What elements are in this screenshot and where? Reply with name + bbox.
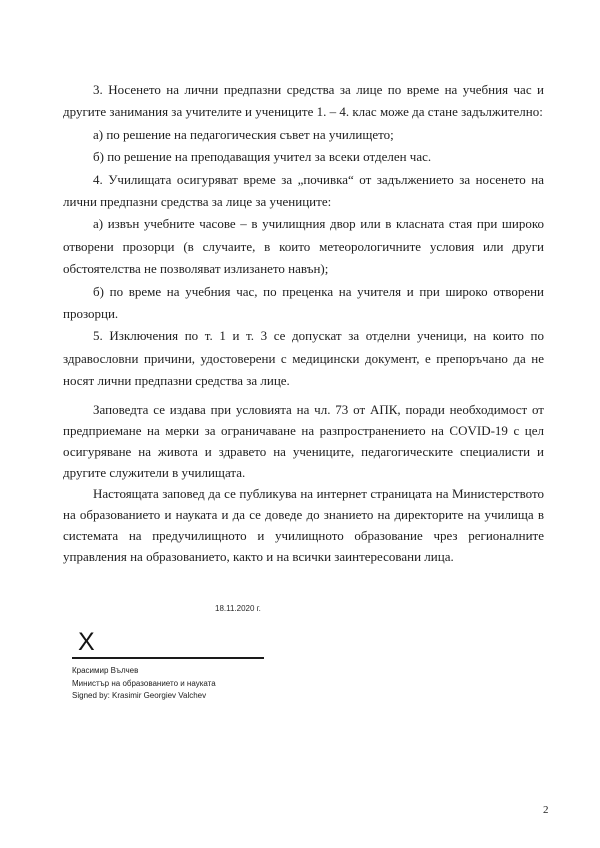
signer-name: Красимир Вълчев: [72, 666, 139, 675]
signature-x-mark: X: [78, 628, 95, 656]
paragraph-item-3: 3. Носенето на лични предпазни средства за лице по време на учебния час и другите занимания за учителите и учениците 1. – 4. клас може да стане задължително:: [63, 82, 544, 120]
signer-title: Министър на образованието и науката: [72, 678, 216, 688]
paragraph-legal-basis: Заповедта се издава при условията на чл. 73 от АПК, поради необходимост от предприемане на мерки за ограничаване на разпространението на COVID-19 с цел осигуряване на живота и здравето на учениците, педагогическите специалисти и другите служители в училищата.: [63, 401, 544, 480]
paragraph-item-4: 4. Училищата осигуряват време за „почивка“ от задължението за носенето на лични предпазни средства за лице за учениците:: [63, 171, 544, 210]
page-number: 2: [543, 804, 549, 816]
paragraph-item-3b: б) по решение на преподаващия учител за всеки отделен час.: [93, 149, 432, 165]
paragraph-item-3a: а) по решение на педагогическия съвет на училището;: [93, 126, 394, 142]
signature-line: [72, 657, 264, 659]
signed-by-label: Signed by: Krasimir Georgiev Valchev: [72, 691, 207, 700]
body-text: [63, 79, 544, 567]
signature-details: [72, 665, 282, 703]
signature-block: [72, 628, 282, 703]
paragraph-item-4a: а) извън учебните часове – в училищния двор или в класната стая при широко отворени прозорци (в случаите, в които метеорологичните условия или други обстоятелства не позволяват излизането навън);: [63, 216, 544, 277]
paragraph-publication: Настоящата заповед да се публикува на интернет страницата на Министерството на образованието и науката и да се доведе до знанието на директорите на училища в системата на предучилищното и училищното образование чрез регионалните управления на образованието, както и на всички заинтересовани лица.: [63, 485, 544, 564]
paragraph-item-5: 5. Изключения по т. 1 и т. 3 се допускат за отделни ученици, на които по здравословни причини, удостоверени с медицински документ, е препоръчано да не носят лични предпазни средства за лице.: [63, 328, 544, 389]
signature-date: 18.11.2020 г.: [215, 604, 261, 613]
paragraph-item-4b: б) по време на учебния час, по преценка на учителя и при широко отворени прозорци.: [63, 283, 544, 322]
